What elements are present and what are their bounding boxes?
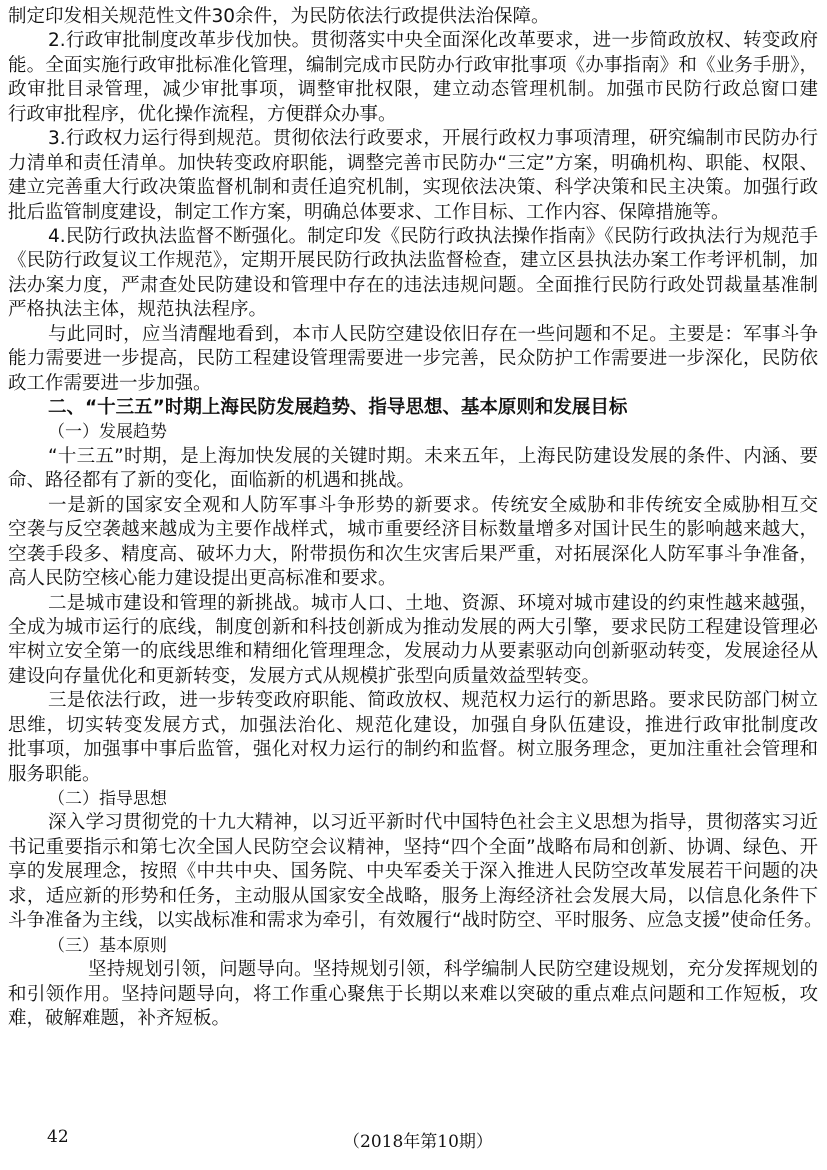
text-line: 建立完善重大行政决策监督机制和责任追究机制，实现依法决策、科学决策和民主决策。加强行政 — [8, 177, 818, 199]
text-line: 3.行政权力运行得到规范。贯彻依法行政要求，开展行政权力事项清理，研究编制市民防办行 — [48, 128, 818, 150]
text-line: 2.行政审批制度改革步伐加快。贯彻落实中央全面深化改革要求，进一步简政放权、转变政府 — [48, 30, 818, 52]
text-line: 与此同时，应当清醒地看到，本市人民防空建设依旧存在一些问题和不足。主要是：军事斗争 — [48, 323, 818, 345]
text-line: 求，适应新的形势和任务，主动服从国家安全战略，服务上海经济社会发展大局，以信息化条件下 — [8, 885, 818, 907]
text-line: 空袭手段多、精度高、破坏力大，附带损伤和次生灾害后果严重，对拓展深化人防军事斗争准备， — [8, 543, 818, 565]
text-line: 斗争准备为主线，以实战标准和需求为牵引，有效履行“战时防空、平时服务、应急支援”使命任务。 — [8, 910, 823, 932]
text-line: 批事项，加强事中事后监管，强化对权力运行的制约和监督。树立服务理念，更加注重社会管理和 — [8, 739, 818, 761]
subsection-heading: （一）发展趋势 — [48, 422, 167, 443]
text-line: 制定印发相关规范性文件30余件，为民防依法行政提供法治保障。 — [8, 6, 550, 27]
subsection-heading: （二）指导思想 — [48, 789, 167, 809]
text-line: 政审批目录管理，减少审批事项，调整审批权限，建立动态管理机制。加强市民防行政总窗口建 — [8, 79, 818, 101]
text-line: 享的发展理念，按照《中共中央、国务院、中央军委关于深入推进人民防空改革发展若干问题的决 — [8, 861, 818, 883]
page-footer — [0, 1127, 827, 1151]
text-line: 思维，切实转变发展方式，加强法治化、规范化建设，加强自身队伍建设，推进行政审批制度改 — [8, 714, 818, 736]
document-body — [8, 5, 823, 1031]
text-line: 命、路径都有了新的变化，面临新的机遇和挑战。 — [8, 470, 416, 492]
text-line: 批后监管制度建设，制定工作方案，明确总体要求、工作目标、工作内容、保障措施等。 — [8, 201, 730, 223]
text-line: 《民防行政复议工作规范》，定期开展民防行政执法监督检查，建立区县执法办案工作考评机制，加 — [8, 250, 818, 272]
text-line: 能。全面实施行政审批标准化管理，编制完成市民防办行政审批事项《办事指南》和《业务手册》， — [8, 54, 818, 76]
issue-label: （2018年第10期） — [343, 1132, 493, 1152]
text-line: 政工作需要进一步加强。 — [8, 372, 212, 394]
text-line: 深入学习贯彻党的十九大精神，以习近平新时代中国特色社会主义思想为指导，贯彻落实习近 — [48, 812, 818, 834]
page-number: 42 — [47, 1127, 69, 1147]
text-line: 法办案力度，严肃查处民防建设和管理中存在的违法违规问题。全面推行民防行政处罚裁量基准制 — [8, 274, 818, 296]
text-line: 难，破解难题，补齐短板。 — [8, 1007, 231, 1029]
text-line: 服务职能。 — [8, 763, 101, 785]
text-line: 力清单和责任清单。加快转变政府职能，调整完善市民防办“三定”方案，明确机构、职能、权限、 — [8, 152, 818, 174]
text-line: 高人民防空核心能力建设提出更高标准和要求。 — [8, 568, 397, 590]
text-line: 能力需要进一步提高，民防工程建设管理需要进一步完善，民众防护工作需要进一步深化，民防依 — [8, 348, 818, 370]
subsection-heading: （三）基本原则 — [48, 935, 167, 956]
text-line: 三是依法行政，进一步转变政府职能、简政放权、规范权力运行的新思路。要求民防部门树立 — [48, 690, 818, 712]
text-line: 和引领作用。坚持问题导向，将工作重心聚焦于长期以来难以突破的重点难点问题和工作短板，攻 — [8, 983, 818, 1005]
text-line: “十三五”时期，是上海加快发展的关键时期。未来五年，上海民防建设发展的条件、内涵、要 — [48, 445, 818, 467]
text-line: 严格执法主体，规范执法程序。 — [8, 299, 268, 321]
text-line: 建设向存量优化和更新转变，发展方式从规模扩张型向质量效益型转变。 — [8, 665, 601, 687]
text-line: 空袭与反空袭越来越成为主要作战样式，城市重要经济目标数量增多对国计民生的影响越来越大， — [8, 519, 818, 541]
text-line: 书记重要指示和第七次全国人民防空会议精神，坚持“四个全面”战略布局和创新、协调、绿色、开 — [8, 836, 818, 858]
text-line: 全成为城市运行的底线，制度创新和科技创新成为推动发展的两大引擎，要求民防工程建设管理必 — [8, 616, 818, 638]
section-heading: 二、“十三五”时期上海民防发展趋势、指导思想、基本原则和发展目标 — [48, 397, 628, 418]
text-line: 一是新的国家安全观和人防军事斗争形势的新要求。传统安全威胁和非传统安全威胁相互交 — [48, 494, 818, 516]
text-line: 4.民防行政执法监督不断强化。制定印发《民防行政执法操作指南》《民防行政执法行为规范手 — [48, 225, 818, 247]
text-line: 二是城市建设和管理的新挑战。城市人口、土地、资源、环境对城市建设的约束性越来越强， — [48, 592, 818, 614]
text-line: 行政审批程序，优化操作流程，方便群众办事。 — [8, 103, 397, 125]
text-line: 坚持规划引领，问题导向。坚持规划引领，科学编制人民防空建设规划，充分发挥规划的 — [88, 959, 818, 981]
text-line: 牢树立安全第一的底线思维和精细化管理理念，发展动力从要素驱动向创新驱动转变，发展途径从 — [8, 641, 818, 663]
